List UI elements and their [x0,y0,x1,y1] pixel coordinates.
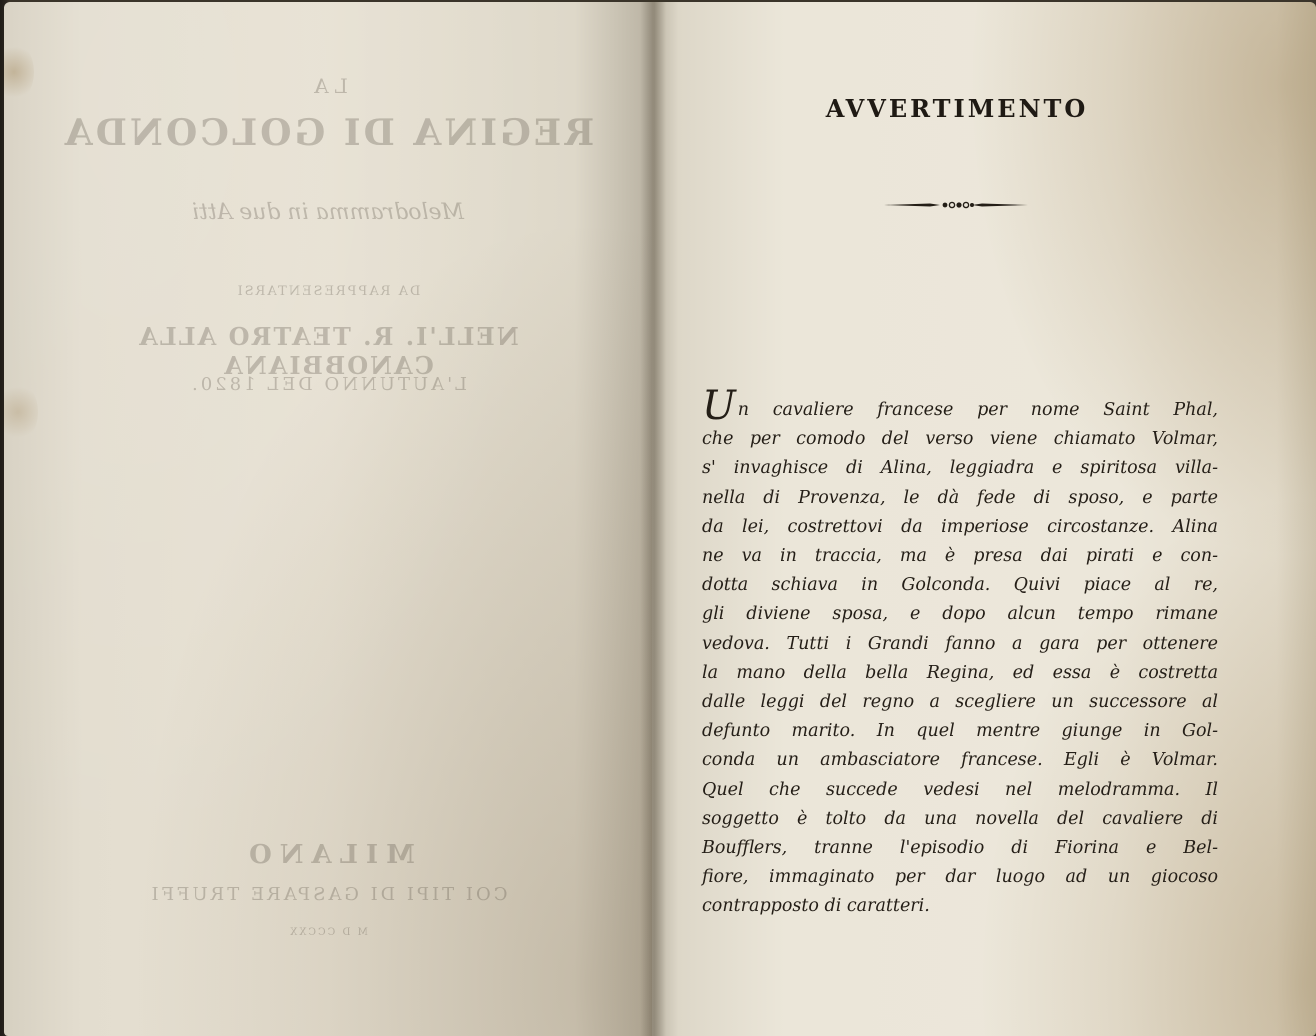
text-line: contrapposto di caratteri. [702,896,930,917]
text-line: fiore, immaginato per dar luogo ad un giocoso [702,867,1218,888]
bleed-la: LA [308,74,348,98]
bleed-teatro: NELL'I. R. TEATRO ALLA CANOBBIANA [137,322,519,380]
bleed-da: DA RAPPRESENTARSI [235,284,421,299]
text-line-content: n cavaliere francese per nome Saint Phal, [737,400,1218,420]
text-line [702,383,1218,429]
text-line: che per comodo del verso viene chiamato Volmar, [702,429,1218,450]
text-line: defunto marito. In quel mentre giunge in Gol- [702,721,1218,742]
text-line: s' invaghisce di Alina, leggiadra e spiritosa villa- [702,458,1218,479]
text-line: Quel che succede vedesi nel melodramma. Il [702,779,1218,800]
text-line: soggetto è tolto da una novella del cavaliere di [702,808,1218,829]
text-line: gli diviene sposa, e dopo alcun tempo rimane [702,604,1218,625]
text-line: da lei, costrettovi da imperiose circostanze. Alina [702,516,1218,537]
left-page [4,2,652,1036]
text-line: ne va in traccia, ma è presa dai pirati e con- [702,546,1218,567]
text-line: nella di Provenza, le dà fede di sposo, e parte [702,487,1218,508]
text-line: conda un ambasciatore francese. Egli è Volmar. [702,750,1218,771]
bleed-city: MILANO [241,840,415,870]
text-line: la mano della bella Regina, ed essa è costretta [702,662,1218,683]
text-line: dotta schiava in Golconda. Quivi piace al re, [702,575,1218,596]
bleed-through-text [4,2,652,1036]
ornament-divider-icon [882,198,1030,212]
dropcap-letter: U [702,383,736,429]
bleed-autunno: L'AUTUNNO DEL 1820. [189,374,468,395]
text-line: Boufflers, tranne l'episodio di Fiorina e Bel- [702,838,1218,859]
right-page [652,2,1316,1036]
bleed-title: REGINA DI GOLCONDA [61,112,595,154]
bleed-printer: COI TIPI DI GASPARE TRUFFI [148,884,508,905]
bleed-subtitle: Melodramma in due Atti [191,200,465,225]
page-heading: AVVERTIMENTO [825,94,1089,123]
text-line: dalle leggi del regno a scegliere un successore al [702,692,1218,713]
body-paragraph [702,383,1218,922]
text-line: vedova. Tutti i Grandi fanno a gara per ottenere [702,633,1218,654]
bleed-year: M D CCCXX [288,927,368,938]
